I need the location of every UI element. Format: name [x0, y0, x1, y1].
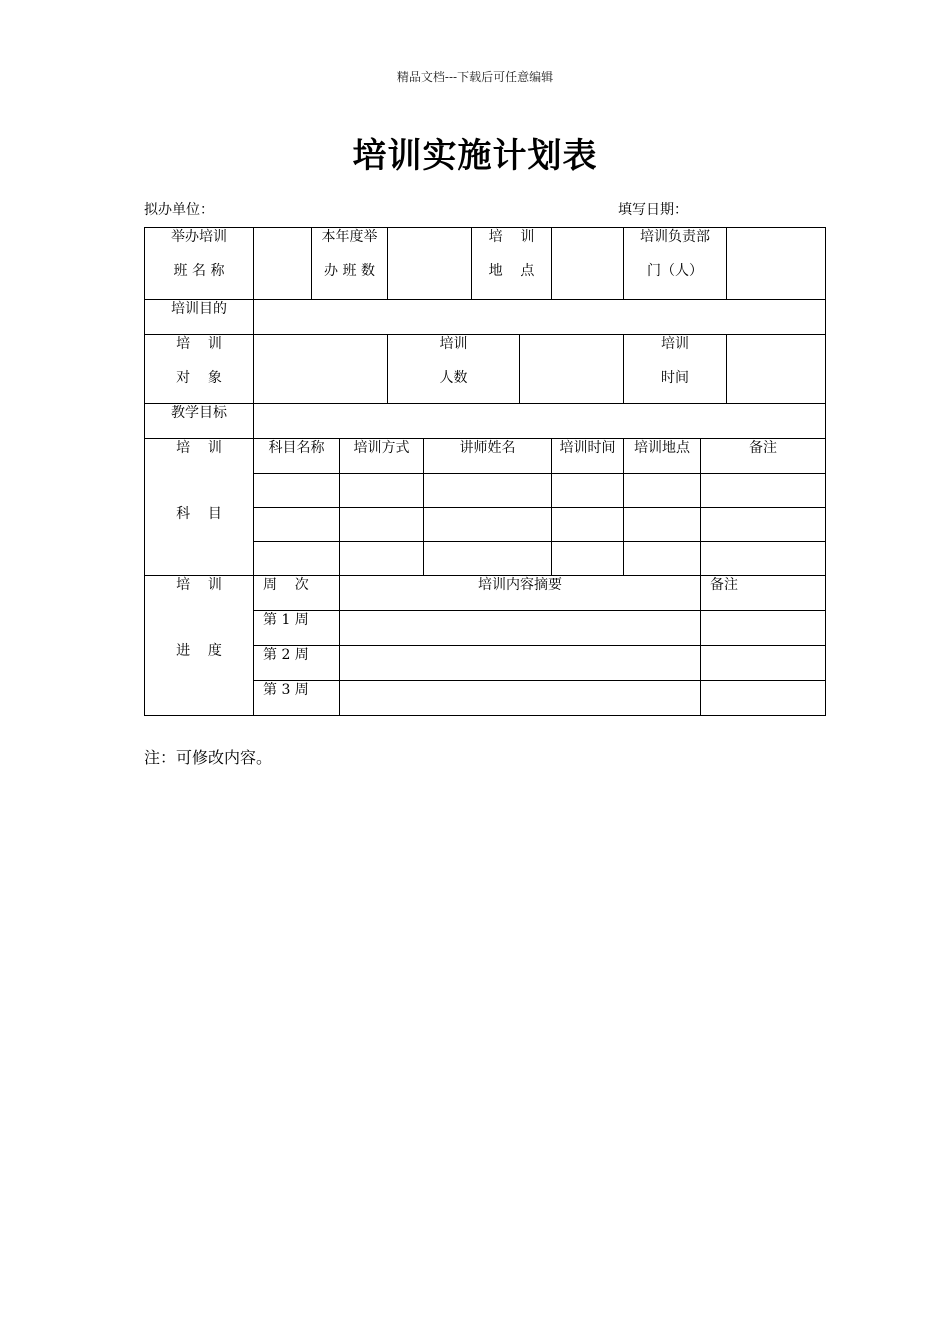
- time-label: 培训 时间: [624, 335, 727, 404]
- purpose-value-cell[interactable]: [254, 300, 826, 335]
- lecturer-header: 讲师姓名: [424, 439, 552, 474]
- content-summary-header: 培训内容摘要: [340, 576, 701, 611]
- table-row: [145, 404, 826, 439]
- footnote: 注：可修改内容。: [144, 748, 273, 767]
- headcount-value-cell[interactable]: [520, 335, 624, 404]
- target-label: 培 训 对 象: [145, 335, 254, 404]
- table-row: [145, 300, 826, 335]
- header-note: 精品文档---下载后可任意编辑: [396, 70, 554, 84]
- week-2-label: 第 2 周: [254, 646, 340, 681]
- responsible-dept-value-cell[interactable]: [727, 228, 826, 300]
- week-1-label: 第 1 周: [254, 611, 340, 646]
- teaching-goal-value-cell[interactable]: [254, 404, 826, 439]
- date-label: 填写日期：: [618, 202, 688, 218]
- table-row: [145, 439, 826, 474]
- week-3-label: 第 3 周: [254, 681, 340, 716]
- training-place-label: 培 训 地 点: [472, 228, 552, 300]
- training-place-value-cell[interactable]: [552, 228, 624, 300]
- method-header: 培训方式: [340, 439, 424, 474]
- week-header: 周 次: [254, 576, 340, 611]
- annual-count-label: 本年度举 办 班 数: [312, 228, 388, 300]
- subjects-side-label: 培 训 科 目: [145, 439, 254, 576]
- teaching-goal-label: 教学目标: [145, 404, 254, 439]
- table-row: [145, 335, 826, 404]
- page-title: 培训实施计划表: [352, 136, 598, 176]
- headcount-label: 培训 人数: [388, 335, 520, 404]
- purpose-label: 培训目的: [145, 300, 254, 335]
- subject-place-header: 培训地点: [624, 439, 701, 474]
- class-name-label: 举办培训 班 名 称: [145, 228, 254, 300]
- table-row: [145, 228, 826, 300]
- time-value-cell[interactable]: [727, 335, 826, 404]
- subject-note-header: 备注: [701, 439, 826, 474]
- target-value-cell[interactable]: [254, 335, 388, 404]
- organizer-label: 拟办单位：: [144, 202, 214, 218]
- subject-time-header: 培训时间: [552, 439, 624, 474]
- progress-side-label: 培 训 进 度: [145, 576, 254, 716]
- subject-name-header: 科目名称: [254, 439, 340, 474]
- progress-note-header: 备注: [701, 576, 826, 611]
- table-row: [145, 576, 826, 611]
- annual-count-value-cell[interactable]: [388, 228, 472, 300]
- responsible-dept-label: 培训负责部 门（人）: [624, 228, 727, 300]
- class-name-value-cell[interactable]: [254, 228, 312, 300]
- training-plan-table: [144, 227, 826, 716]
